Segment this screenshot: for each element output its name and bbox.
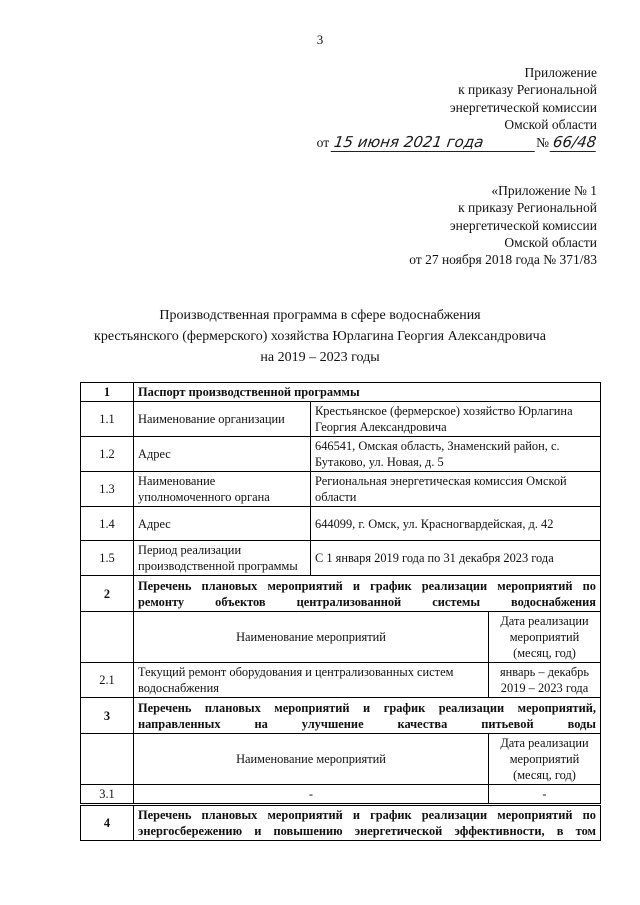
- order-date-line: [317, 133, 597, 152]
- handwritten-number: 66/48: [550, 133, 599, 152]
- section-number: 3: [81, 698, 134, 734]
- row-number: 1.5: [81, 541, 134, 576]
- program-table: [80, 382, 601, 841]
- table-row: [81, 507, 601, 541]
- row-value: 646541, Омская область, Знаменский район, с. Бутаково, ул. Новая, д. 5: [311, 437, 601, 472]
- original-appendix-line: Омской области: [504, 234, 597, 250]
- column-header-date: Дата реализации мероприятий (месяц, год): [489, 612, 601, 663]
- handwritten-date: 15 июня 2021 года: [331, 133, 538, 152]
- table-row: [81, 383, 601, 402]
- section-number: 1: [81, 383, 134, 402]
- column-header-date: Дата реализации мероприятий (месяц, год): [489, 734, 601, 785]
- original-appendix-line: к приказу Региональной: [458, 200, 597, 216]
- row-label: Адрес: [134, 507, 311, 541]
- column-header-name: Наименование мероприятий: [134, 734, 489, 785]
- table-row: [81, 785, 601, 805]
- activity-name: Текущий ремонт оборудования и централизованных систем водоснабжения: [134, 663, 489, 698]
- row-label: Период реализации производственной программы: [134, 541, 311, 576]
- row-number: 1.2: [81, 437, 134, 472]
- row-label: Наименование уполномоченного органа: [134, 472, 311, 507]
- row-value: 644099, г. Омск, ул. Красногвардейская, д. 42: [311, 507, 601, 541]
- table-row: [81, 734, 601, 785]
- row-label: Адрес: [134, 437, 311, 472]
- section-title: Паспорт производственной программы: [134, 383, 601, 402]
- table-row: [81, 698, 601, 734]
- page-number: 3: [316, 32, 324, 47]
- appendix-header-line: Омской области: [504, 116, 597, 132]
- row-number: 1.4: [81, 507, 134, 541]
- empty-cell: [81, 734, 134, 785]
- appendix-header-line: энергетической комиссии: [449, 99, 597, 115]
- appendix-header: [317, 64, 597, 152]
- activity-date: январь – декабрь 2019 – 2023 года: [489, 663, 601, 698]
- section-number: 2: [81, 576, 134, 612]
- document-title-line: Производственная программа в сфере водоснабжения: [159, 308, 481, 323]
- row-value: Крестьянское (фермерское) хозяйство Юрлагина Георгия Александровича: [311, 402, 601, 437]
- document-title: [0, 305, 640, 368]
- column-header-name: Наименование мероприятий: [134, 612, 489, 663]
- document-title-line: крестьянского (фермерского) хозяйства Юрлагина Георгия Александровича: [94, 329, 546, 344]
- row-value: Региональная энергетическая комиссия Омской области: [311, 472, 601, 507]
- row-number: 3.1: [81, 785, 134, 805]
- row-number: 1.1: [81, 402, 134, 437]
- order-date-prefix: от: [316, 135, 330, 151]
- section-title: Перечень плановых мероприятий и график реализации мероприятий по ремонту объектов централизованной системы водоснабжения: [134, 576, 601, 612]
- row-number: 2.1: [81, 663, 134, 698]
- section-title: Перечень плановых мероприятий и график реализации мероприятий, направленных на улучшение качества питьевой воды: [134, 698, 601, 734]
- original-appendix-reference: [409, 182, 597, 268]
- table-row: [81, 472, 601, 507]
- table-row: [81, 402, 601, 437]
- table-row: [81, 576, 601, 612]
- table-row: [81, 437, 601, 472]
- original-appendix-line: «Приложение № 1: [491, 183, 597, 198]
- original-appendix-line: энергетической комиссии: [449, 217, 597, 233]
- section-number: 4: [81, 805, 134, 841]
- row-number: 1.3: [81, 472, 134, 507]
- document-title-line: на 2019 – 2023 годы: [260, 350, 380, 365]
- original-appendix-line: от 27 ноября 2018 года № 371/83: [409, 252, 597, 268]
- row-value: С 1 января 2019 года по 31 декабря 2023 года: [311, 541, 601, 576]
- activity-date: -: [489, 785, 601, 805]
- section-title: Перечень плановых мероприятий и график реализации мероприятий по энергосбережению и повышению энергетической эффективности, в том: [134, 805, 601, 841]
- appendix-header-line: к приказу Региональной: [458, 82, 597, 98]
- table-row: [81, 805, 601, 841]
- row-label: Наименование организации: [134, 402, 311, 437]
- table-row: [81, 612, 601, 663]
- table-row: [81, 663, 601, 698]
- order-number-prefix: №: [536, 135, 549, 151]
- empty-cell: [81, 612, 134, 663]
- appendix-header-line: Приложение: [524, 65, 597, 80]
- table-row: [81, 541, 601, 576]
- activity-name: -: [134, 785, 489, 805]
